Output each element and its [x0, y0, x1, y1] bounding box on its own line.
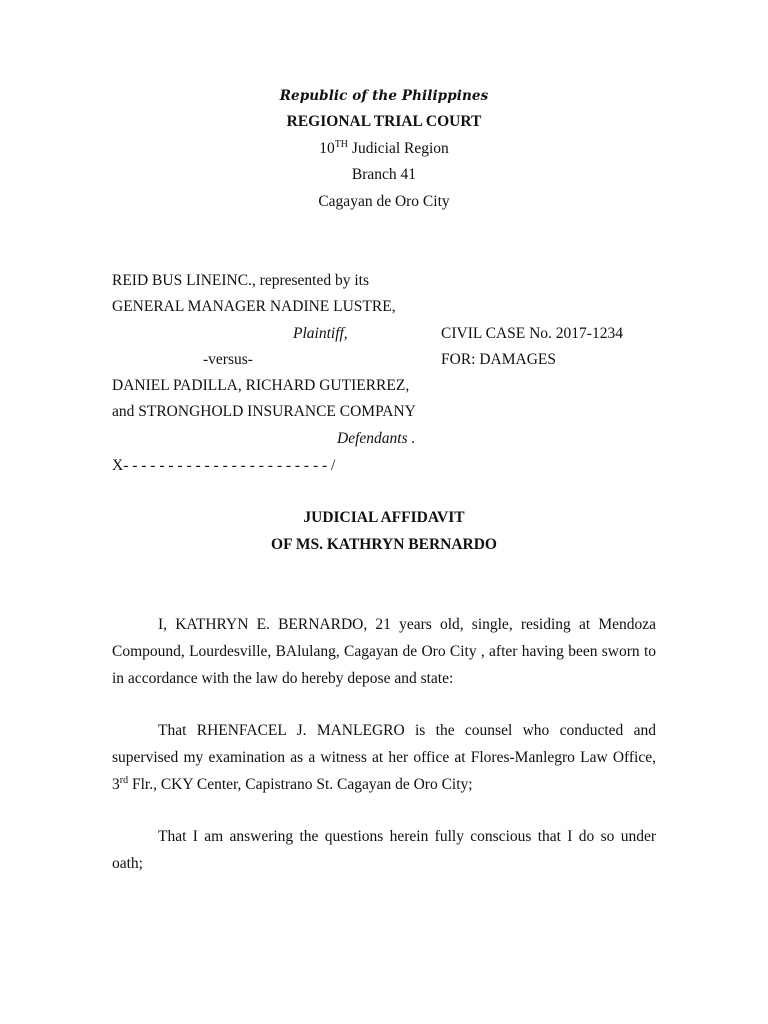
defendant-line-2: and STRONGHOLD INSURANCE COMPANY [112, 403, 416, 420]
court-name: REGIONAL TRIAL COURT [286, 113, 482, 130]
paragraph-witness-intro: I, KATHRYN E. BERNARDO, 21 years old, single, residing at Mendoza Compound, Lourdesville, BAlulang, Cagayan de Oro City , after having been sworn to in accordance with the law do hereby depose and state: [112, 616, 656, 687]
plaintiff-line-1: REID BUS LINEINC., represented by its [112, 272, 369, 289]
judicial-region [0, 139, 768, 159]
court-city: Cagayan de Oro City [318, 193, 450, 210]
paragraph-oath: That I am answering the questions herein fully conscious that I do so under oath; [112, 828, 656, 872]
defendant-line-1: DANIEL PADILLA, RICHARD GUTIERREZ, [112, 377, 410, 394]
case-nature: FOR: DAMAGES [441, 351, 556, 368]
plaintiff-line-2: GENERAL MANAGER NADINE LUSTRE, [112, 298, 396, 315]
paragraph-counsel-address: Flr., CKY Center, Capistrano St. Cagayan de Oro City; [128, 776, 473, 793]
paragraph-counsel-text: That RHENFACEL J. MANLEGRO is the counsel who conducted and supervised my examination as a witness at her office at Flores-Manlegro Law Office, 3 [112, 722, 656, 793]
floor-ordinal: rd [119, 774, 129, 786]
defendant-label: Defendants . [337, 430, 416, 447]
plaintiff-label: Plaintiff, [293, 325, 348, 342]
case-number: CIVIL CASE No. 2017-1234 [441, 325, 623, 342]
affidavit-title-line-2: OF MS. KATHRYN BERNARDO [271, 536, 497, 553]
branch: Branch 41 [351, 166, 417, 183]
caption-separator: X- - - - - - - - - - - - - - - - - - - - - - - / [112, 457, 336, 474]
affidavit-title-line-1: JUDICIAL AFFIDAVIT [303, 509, 465, 526]
republic-heading: Republic of the Philippines [279, 88, 489, 104]
region-text: Judicial Region [348, 140, 449, 157]
paragraph-counsel [112, 717, 656, 798]
region-number: 10 [319, 140, 335, 157]
region-ordinal: TH [334, 138, 349, 150]
versus: -versus- [203, 351, 253, 368]
